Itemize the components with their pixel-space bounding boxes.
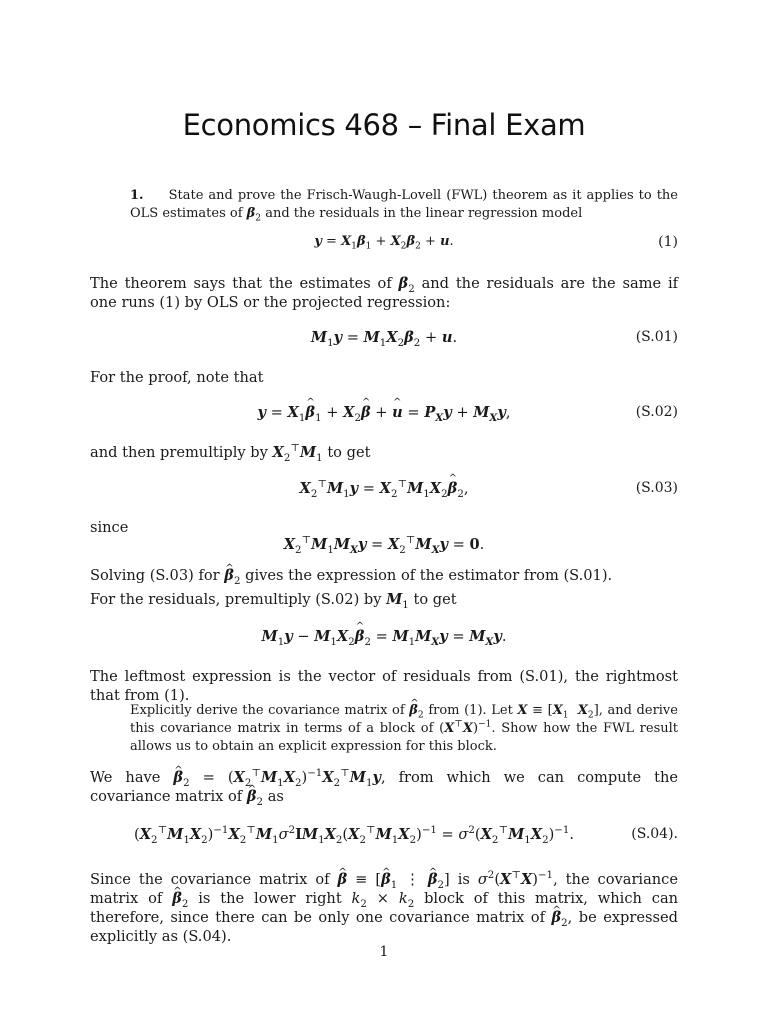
- equation-number: (S.03): [635, 480, 678, 496]
- paragraph-since: since: [90, 519, 129, 536]
- question-1-text: 1. State and prove the Frisch-Waugh-Lovell (FWL) theorem as it applies to the OLS estimates of $\beta_2$ and the residuals in the linear regression model: [130, 188, 678, 224]
- paragraph-proof: For the proof, note that: [90, 369, 264, 386]
- equation-1: $y = X_1\beta_1 + X_2\beta_2 + u$. (1): [314, 234, 678, 252]
- equation-number: (S.02): [635, 404, 678, 420]
- page-title: Economics 468 – Final Exam: [182, 108, 586, 142]
- paragraph-theorem: The theorem says that the estimates of $\beta_2$ and the residuals are the same if one runs (1) by OLS or the projected regression:: [90, 275, 679, 311]
- paragraph-we-have: We have ^ $\beta_2 = (X_2^⊤M_1X_2)^{-1}X_2^⊤M_1y$, from which we can compute the covariance matrix of ^ $\beta_2$ as: [90, 768, 678, 806]
- sub-question-text: Explicitly derive the covariance matrix of ^ $\beta_2$ from (1). Let $X \equiv [X_1$ $X_2$], and derive this covariance matrix in terms of a block of $(X^⊤X)^{-1}$. Show how the FWL result allows us to obtain an explicit expression for this block.: [130, 702, 678, 756]
- paragraph-residuals: For the residuals, premultiply (S.02) by $M_1$ to get: [90, 591, 457, 611]
- equation-number: (S.01): [635, 329, 678, 345]
- question-text-a: State and prove the Frisch-Waugh-Lovell (FWL) theorem as it applies to the OLS estimates of: [130, 188, 678, 221]
- equation-S02: $y = X_1\^{}$ $\beta_1$ + $X_2\^{}$ β + ^ $u = P_Xy + M_Xy$, (S.02): [90, 404, 678, 426]
- equation-S01: $M_1y = M_1X_2\beta_2 + u$. (S.01): [310, 329, 678, 349]
- paragraph-premultiply: and then premultiply by $X_2^⊤M_1$ to get: [90, 443, 371, 464]
- equation-residuals: $M_1y$ − $M_1X_2\^{}$ $\beta_2 = M_1M_Xy = M_Xy$.: [90, 628, 678, 650]
- equation-since: $X_2^⊤M_1M_Xy = X_2^⊤M_Xy = 0$.: [283, 535, 485, 556]
- equation-S04: $(X_2^⊤M_1X_2)^{-1}X_2^⊤M_1\sigma^2IM_1X_2(X_2^⊤M_1X_2)^{-1} = \sigma^2(X_2^⊤M_1X_2)^{-1}$. (S.04).: [133, 825, 678, 846]
- equation-S03: $X_2^⊤M_1y$ = $X_2^⊤M_1X_2\^{}$ $\beta_2$, (S.03): [90, 480, 678, 502]
- equation-number: (S.04).: [631, 826, 678, 842]
- page-number: 1: [379, 944, 389, 960]
- paragraph-leftmost: The leftmost expression is the vector of residuals from (S.01), the rightmost that from (1).: [90, 668, 678, 704]
- question-text-b: and the residuals in the linear regression model: [265, 206, 583, 221]
- question-number: 1.: [130, 188, 144, 203]
- paragraph-solving: Solving (S.03) for ^ $\beta_2$ gives the expression of the estimator from (S.01).: [90, 566, 678, 585]
- equation-number: (1): [658, 234, 678, 250]
- paragraph-since-cov: Since the covariance matrix of ^ β ≡ [^ $\beta_1$ ⋮ ^ $\beta_2$] is $\sigma^2(X^⊤X)^{-1}$, the covariance matrix of ^ $\beta_2$ is the lower right $k_2 \times k_2$ block of this matrix, which can therefore, since there can be only one covariance matrix of ^ $\beta_2$, be expressed explicitly as (S.04).: [90, 870, 678, 946]
